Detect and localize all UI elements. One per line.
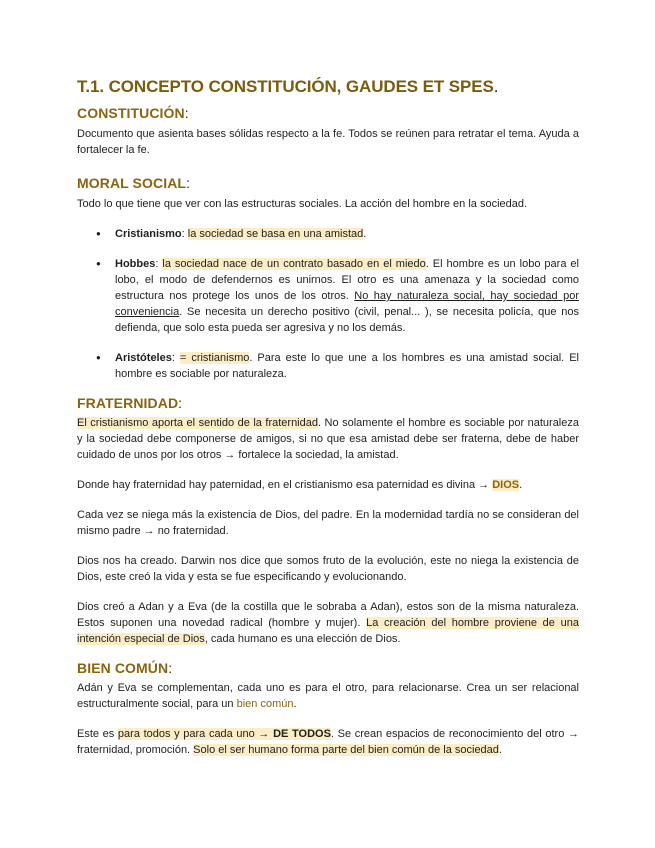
heading-bien-comun <box>77 659 579 677</box>
bien-comun-paragraph-1 <box>77 680 579 712</box>
fraternidad-paragraph-3: Cada vez se niega más la existencia de Dios, del padre. En la modernidad tardía no se consideran del mismo padre → no fraternidad. <box>77 509 579 537</box>
underlined-text: No hay naturaleza social, hay sociedad por conveniencia <box>115 290 579 318</box>
fraternidad-paragraph-5 <box>77 599 579 647</box>
document-content <box>77 76 579 758</box>
list-item-text: . <box>363 228 367 240</box>
list-item-term: Cristianismo <box>115 228 182 240</box>
paragraph-text: , cada humano es una elección de Dios. <box>204 633 401 645</box>
paragraph-text: . <box>498 744 502 756</box>
highlighted-text: Solo el ser humano forma parte del bien común de la sociedad <box>193 744 499 756</box>
fraternidad-paragraph-4: Dios nos ha creado. Darwin nos dice que somos fruto de la evolución, este no niega la existencia de Dios, este creó la vida y esta se fue especificando y evolucionando. <box>77 555 579 583</box>
list-item-separator: : <box>155 258 163 270</box>
constitucion-paragraph: Documento que asienta bases sólidas respecto a la fe. Todos se reúnen para retratar el tema. Ayuda a fortalecer la fe. <box>77 128 579 156</box>
paragraph-text: . <box>293 698 297 710</box>
fraternidad-paragraph-1 <box>77 415 579 463</box>
list-item-separator: : <box>181 228 188 240</box>
page-title-dot: . <box>493 77 499 96</box>
moral-intro-paragraph: Todo lo que tiene que ver con las estructuras sociales. La acción del hombre en la sociedad. <box>77 198 528 210</box>
heading-constitucion-text: CONSTITUCIÓN <box>77 105 185 121</box>
gold-text: bien común <box>236 698 294 710</box>
heading-colon: : <box>168 660 173 676</box>
paragraph-text: Donde hay fraternidad hay paternidad, en el cristianismo esa paternidad es divina → <box>77 479 493 491</box>
highlighted-text: DIOS <box>492 479 520 491</box>
heading-colon: : <box>178 395 183 411</box>
heading-bien-comun-text: BIEN COMÚN <box>77 660 169 676</box>
list-item-text: . Para este lo que une a los hombres es una amistad social. El hombre es sociable por naturaleza. <box>115 352 579 380</box>
highlighted-text: la sociedad se basa en una amistad <box>187 228 364 240</box>
fraternidad-paragraph-2 <box>77 477 579 493</box>
heading-colon: : <box>184 105 189 121</box>
list-item-aristoteles <box>77 350 579 382</box>
paragraph-text: . No solamente el hombre es sociable por naturaleza y la sociedad debe componerse de amigos, si no que esa amistad debe ser fraterna, debe de haber cuidado de unos por los otros → fortalece la sociedad, la amistad. <box>77 417 579 461</box>
list-item-cristianismo <box>77 226 579 242</box>
heading-colon: : <box>186 175 191 191</box>
highlighted-text: La creación del hombre proviene de una intención especial de Dios <box>77 617 579 645</box>
heading-fraternidad-text: FRATERNIDAD <box>77 395 179 411</box>
page-title <box>77 76 579 98</box>
list-item-text: . Se necesita un derecho positivo (civil, penal... ), se necesita policía, que nos defienda, que solo esta pueda ser agresiva y no los demás. <box>115 306 579 334</box>
paragraph-text: Adán y Eva se complementan, cada uno es para el otro, para relacionarse. Crea un ser relacional estructuralmente social, para un <box>77 682 579 710</box>
paragraph-text: . <box>519 479 523 491</box>
heading-fraternidad <box>77 394 579 412</box>
paragraph-text: Dios creó a Adan y a Eva (de la costilla que le sobraba a Adan), estos son de la misma naturaleza. Estos suponen una novedad radical (hombre y mujer). <box>77 601 579 629</box>
list-item-separator: : <box>171 352 180 364</box>
highlighted-text: la sociedad nace de un contrato basado en el miedo <box>162 258 426 270</box>
highlighted-text: = cristianismo <box>179 352 250 364</box>
heading-moral-social <box>77 174 579 192</box>
heading-constitucion <box>77 104 579 122</box>
heading-moral-social-text: MORAL SOCIAL <box>77 175 187 191</box>
moral-list <box>77 226 579 382</box>
highlighted-text: para todos y para cada uno → <box>117 728 274 740</box>
paragraph-text: Este es <box>77 728 118 740</box>
bien-comun-paragraph-2 <box>77 726 579 758</box>
paragraph-text: . Se crean espacios de reconocimiento del otro → fraternidad, promoción. <box>77 728 579 756</box>
list-item-text: . El hombre es un lobo para el lobo, el modo de defendernos es unirnos. El otro es una amenaza y la sociedad como estructura nos protege los unos de los otros. <box>115 258 579 302</box>
list-item-hobbes <box>77 256 579 336</box>
highlighted-text: El cristianismo aporta el sentido de la fraternidad <box>77 417 318 429</box>
list-item-term: Aristóteles <box>115 352 172 364</box>
list-item-term: Hobbes <box>115 258 156 270</box>
highlighted-bold-text: DE TODOS <box>273 728 331 740</box>
page-title-text: T.1. CONCEPTO CONSTITUCIÓN, GAUDES ET SPES <box>77 77 494 96</box>
